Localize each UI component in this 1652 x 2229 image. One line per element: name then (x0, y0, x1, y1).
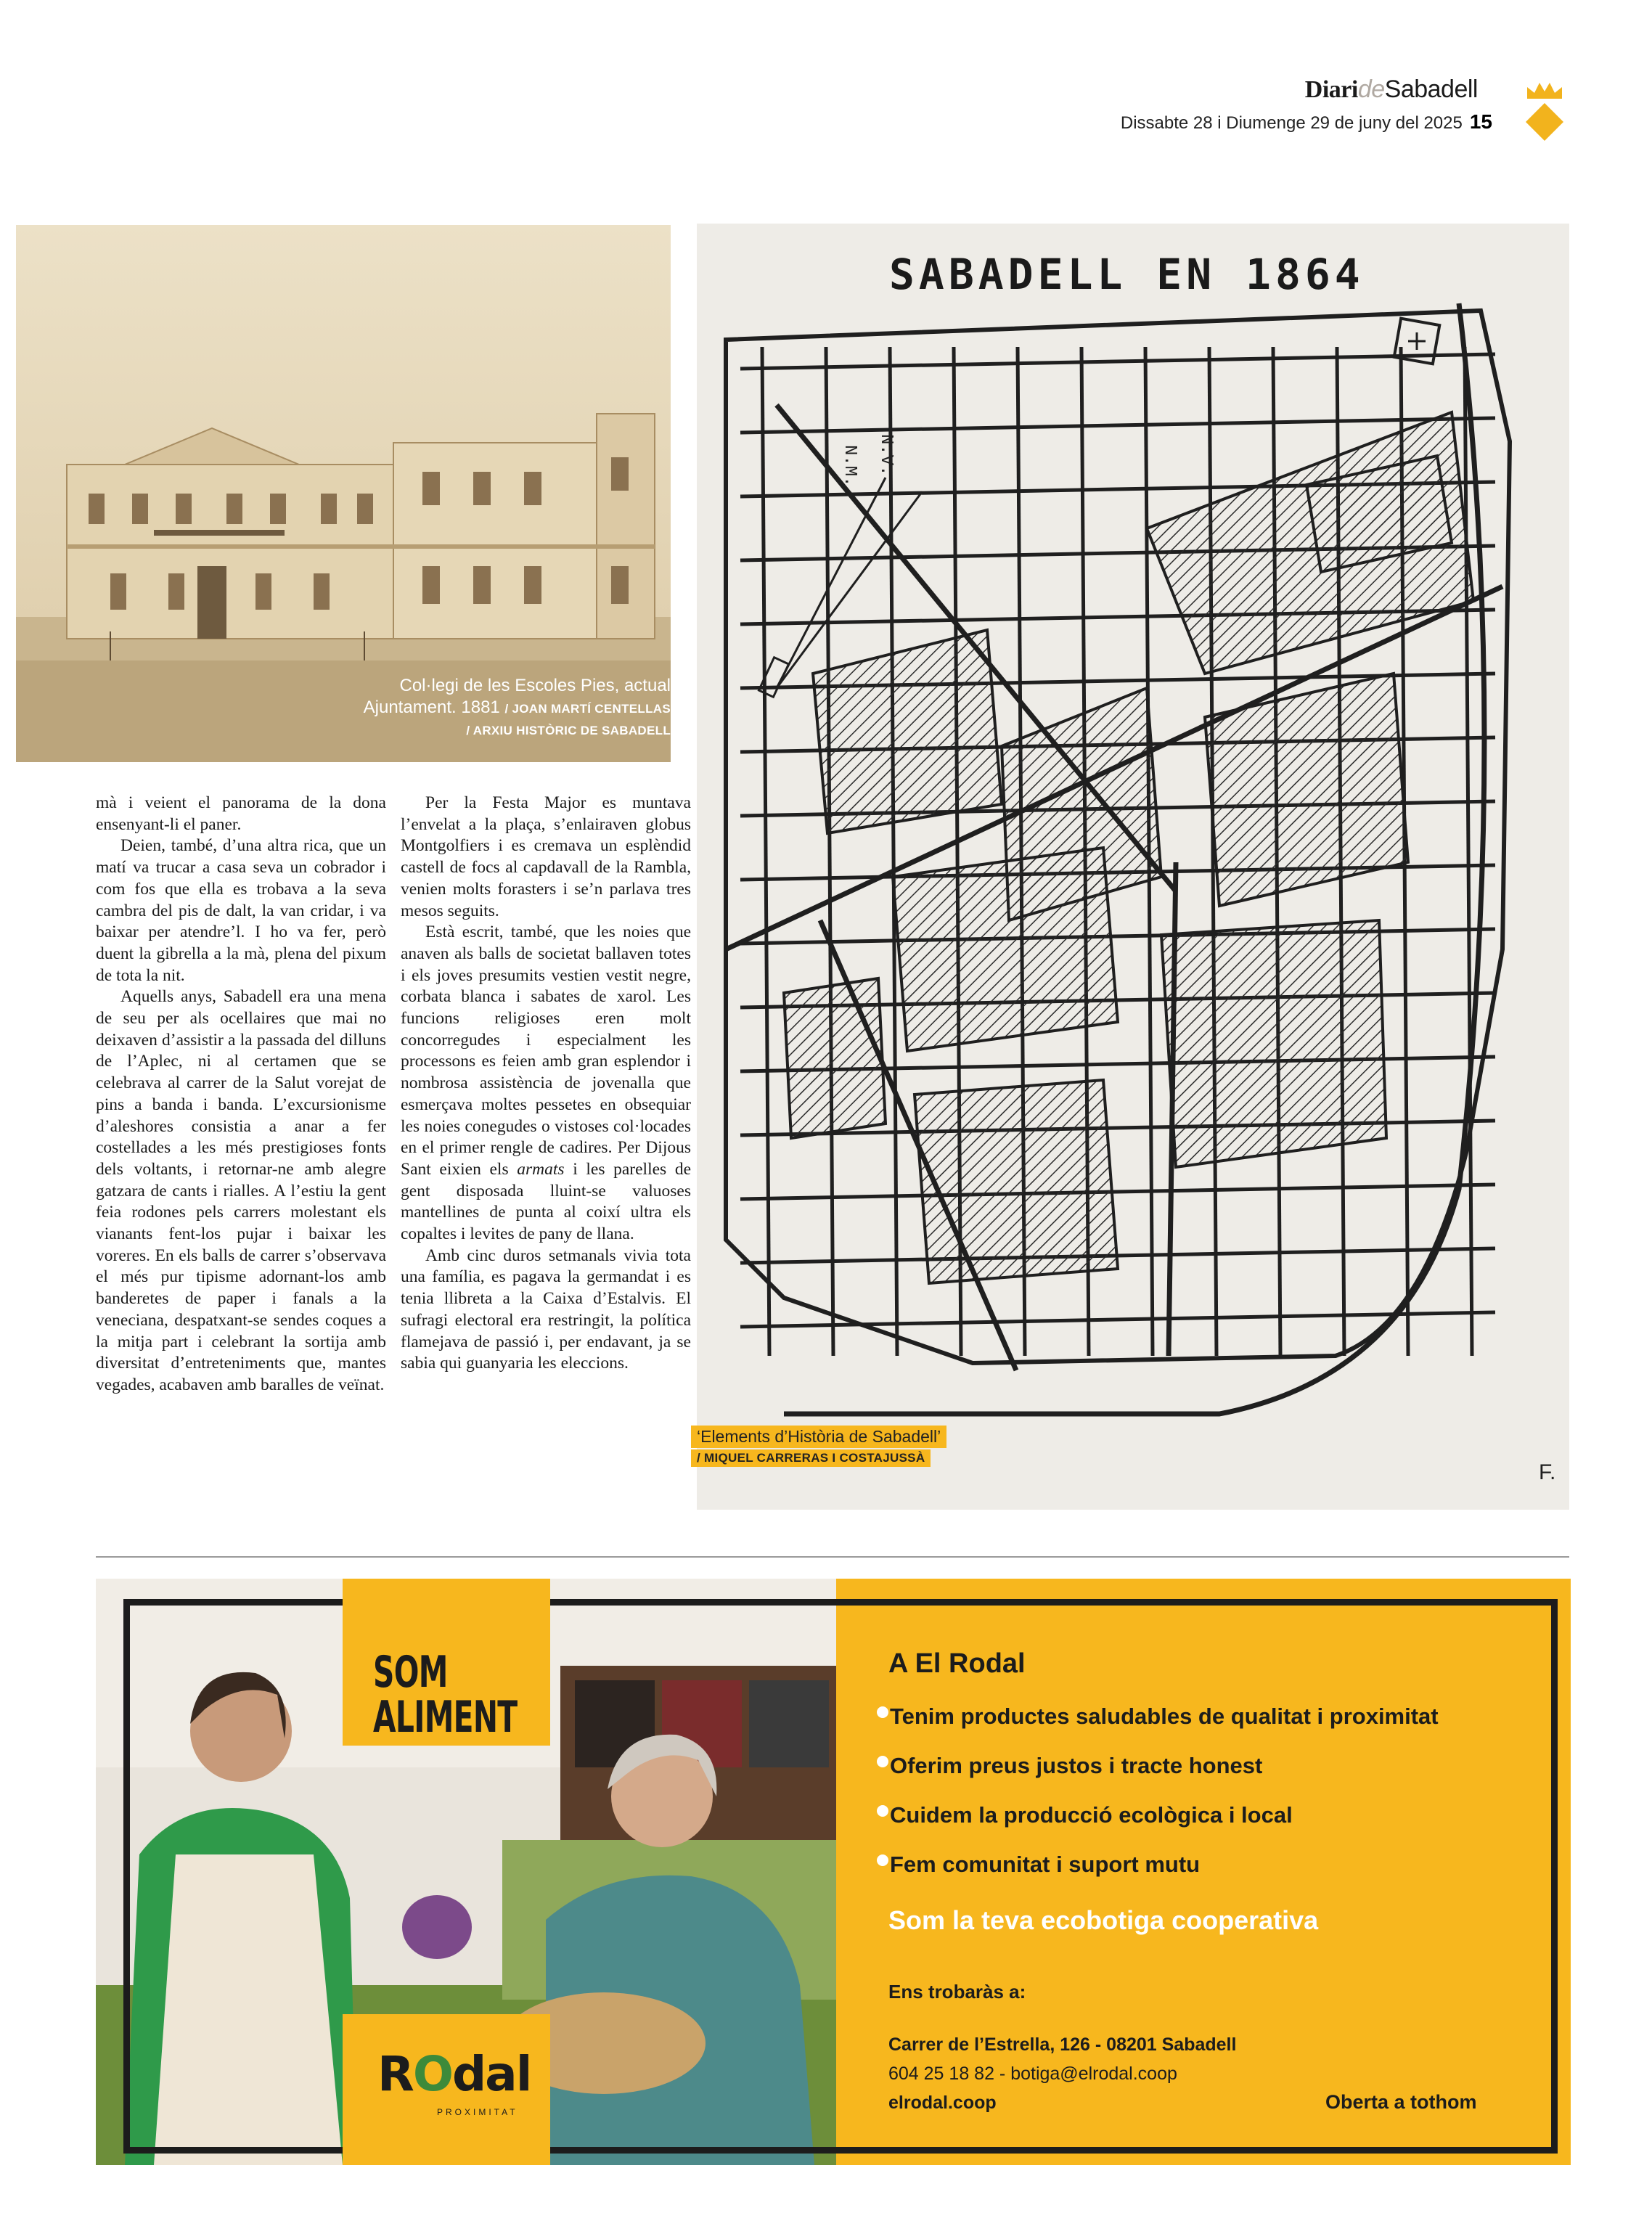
ad-slogan: Som la teva ecobotiga cooperativa (888, 1905, 1319, 1935)
brand-diari: Diari (1304, 76, 1358, 103)
rodal-advertisement (96, 1579, 1571, 2165)
ad-contact[interactable]: 604 25 18 82 - botiga@elrodal.coop (888, 2064, 1177, 2084)
paragraph-text-tail: i les parelles de gent disposada lluint-se valuoses mantellines de punta al coixí ultra els copaltes i levites de pany de llana. (401, 1159, 692, 1244)
ad-bullet: Tenim productes saludables de qualitat i proximitat (878, 1704, 1439, 1753)
sabadell-crest-icon (1523, 78, 1566, 141)
city-map-illustration (697, 224, 1569, 1510)
section-divider (96, 1556, 1569, 1558)
issue-date: Dissabte 28 i Diumenge 29 de juny del 2025 (1120, 113, 1463, 133)
ad-address: Carrer de l’Estrella, 126 - 08201 Sabadell (888, 2034, 1237, 2055)
photo-credit-archive: / ARXIU HISTÒRIC DE SABADELL (466, 724, 671, 737)
photo-caption (364, 675, 671, 742)
paragraph: mà i veient el panorama de la dona ensenyant-li el paner. (96, 793, 386, 834)
brand-de: de (1357, 75, 1385, 103)
logo-o: O (412, 2046, 452, 2102)
paragraph-text: Està escrit, també, que les noies que anaven als balls de societat ballaven totes i els joves presumits vestien vestit negre, corbata blanca i sabates de xarol. Les funcions religioses eren molt concorregudes i especialment les processons es feien amb gran esplendor i nombrosa assistència de jovenalla que esmerçava moltes pessetes en obsequiar les noies conegudes o vistoses col·locades en el primer rengle de cadires. Per Dijous Sant eixien els (401, 923, 691, 1179)
paragraph-armats (401, 922, 691, 1246)
paragraph: Per la Festa Major es muntava l’envelat a la plaça, s’enlairaven globus Montgolfiers i es cremava un esplèndid castell de focs al capdavall de la Rambla, venien molts forasters i se’n parlava tres mesos seguits. (401, 793, 691, 920)
map-caption-title: ‘Elements d’Història de Sabadell’ (691, 1426, 946, 1448)
map-corner-mark: F. (1539, 1460, 1556, 1484)
north-label-nv: N.V. (876, 434, 896, 476)
masthead (1305, 75, 1478, 104)
ad-title: A El Rodal (888, 1648, 1026, 1679)
ad-bullet: Cuidem la producció ecològica i local (878, 1802, 1439, 1852)
ad-find-us: Ens trobaràs a: (888, 1981, 1026, 2003)
logo-tagline: PROXIMITAT (437, 2107, 518, 2117)
ad-bullet-list (878, 1704, 1439, 1901)
logo-rest: dal (451, 2046, 531, 2102)
photo-caption-line1: Col·legi de les Escoles Pies, actual (399, 676, 671, 695)
historic-map (697, 224, 1569, 1510)
headline-line1: SOM (373, 1647, 448, 1698)
ad-bullet: Fem comunitat i suport mutu (878, 1852, 1439, 1901)
ad-website-link[interactable]: elrodal.coop (888, 2093, 997, 2113)
ad-bullet: Oferim preus justos i tracte honest (878, 1753, 1439, 1802)
map-title: SABADELL EN 1864 (889, 250, 1365, 299)
italic-word: armats (517, 1159, 565, 1179)
logo-r: R (377, 2046, 413, 2102)
brand-city: Sabadell (1384, 75, 1478, 103)
ad-open-note: Oberta a tothom (1325, 2091, 1477, 2113)
map-credit: / MIQUEL CARRERAS I COSTAJUSSÀ (691, 1449, 931, 1467)
photo-caption-line2: Ajuntament. 1881 (363, 698, 500, 717)
paragraph: Aquells anys, Sabadell era una mena de seu per als ocellaires que mai no deixaven d’assistir a la passada del dilluns de l’Aplec, ni al certamen que se celebrava al carrer de la Salut vorejat de pins a banda i banda. L’excursionisme d’aleshores consistia a anar a fer costellades a les més prestigioses fonts dels voltants, i retornar-ne amb alegre gatzara de cants i rialles. A l’estiu la gent feia rodones pels carrers molestant els vianants fent-los pujar i baixar les voreres. En els balls de carrer s’observava el més pur tipisme adornant-los amb banderetes de paper i fanals a la veneciana, despatxant-se sendes coques a la mitja part i celebrant la sortija amb diversitat d’entreteniments que, mantes vegades, acabaven amb baralles de veïnat. (96, 987, 386, 1394)
paragraph: Amb cinc duros setmanals vivia tota una família, es pagava la germandat i es tenia llibreta a la Caixa d’Estalvis. El sufragi electoral era restringit, la política flamejava de passió i, per endavant, ja se sabia qui guanyaria les eleccions. (401, 1246, 691, 1373)
map-caption (691, 1426, 946, 1468)
rodal-logo (377, 2046, 531, 2102)
ad-headline (373, 1647, 518, 1743)
north-label-nm: N.M. (840, 445, 859, 487)
headline-line2: ALIMENT (373, 1692, 518, 1743)
page-number: 15 (1469, 110, 1492, 133)
article-column-1 (96, 793, 386, 1396)
paragraph: Deien, també, d’una altra rica, que un matí va trucar a casa seva un cobrador i com fos que ella es trobava a la seva cambra del pis de dalt, la van cridar, i va baixar per atendre’l. I ho va fer, però duent la gibrella a la mà, plena del pixum de tota la nit. (96, 836, 386, 985)
photo-credit-author: / JOAN MARTÍ CENTELLAS (504, 702, 671, 716)
article-column-2 (401, 793, 691, 1375)
dateline (1121, 110, 1492, 134)
